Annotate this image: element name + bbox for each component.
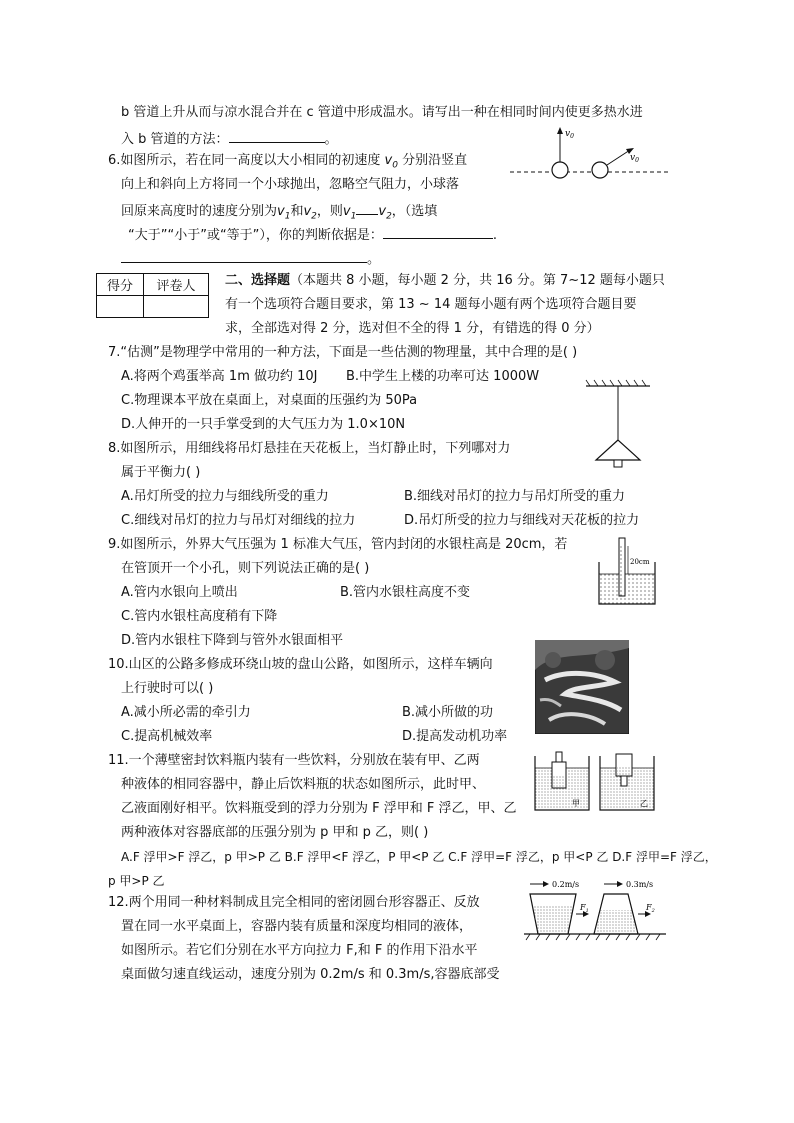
label-f2: $F_2$	[646, 903, 655, 914]
text-line: 置在同一水平桌面上，容器内装有质量和深度均相同的液体，	[121, 919, 473, 934]
text-segment: 6.如图所示，若在同一高度以大小相同的初速度	[108, 153, 381, 168]
section-instructions: （本题共 8 小题，每小题 2 分，共 16 分。第 7~12 题每小题只	[290, 273, 665, 288]
text-line	[128, 224, 497, 245]
mountain-road-photo	[535, 640, 629, 734]
label-f1: $F_1$	[580, 903, 589, 914]
text-line: 向上和斜向上方将同一个小球抛出，忽略空气阻力，小球落	[121, 177, 460, 192]
text-line: 如图所示。若它们分别在水平方向拉力 F,和 F 的作用下沿水平	[121, 943, 478, 958]
section-title: 二、选择题	[225, 273, 291, 288]
frustum-containers-figure	[522, 876, 668, 942]
text-line: 两种液体对容器底部的压强分别为 p 甲和 p 乙，则( )	[121, 825, 429, 840]
label-v2: 0.3m/s	[626, 880, 654, 889]
option-d[interactable]: D.吊灯所受的拉力与细线对天花板的拉力	[404, 513, 640, 528]
score-cell[interactable]	[97, 296, 144, 318]
option-b[interactable]: B.管内水银柱高度不变	[340, 585, 471, 600]
text-line: 桌面做匀速直线运动，速度分别为 0.2m/s 和 0.3m/s,容器底部受	[121, 967, 500, 982]
text-segment: “大于”“小于”或“等于”），你的判断依据是：	[128, 228, 383, 243]
text-line	[121, 200, 437, 226]
option-c[interactable]: C.物理课本平放在桌面上，对桌面的压强约为 50Pa	[121, 393, 418, 408]
answer-blank[interactable]	[121, 248, 367, 263]
question-9-stem: 9.如图所示，外界大气压强为 1 标准大气压，管内封闭的水银柱高是 20cm，若	[108, 537, 568, 552]
option-d[interactable]: D.管内水银柱下降到与管外水银面相平	[121, 633, 344, 648]
text-line: 乙液面刚好相平。饮料瓶受到的浮力分别为 F 浮甲和 F 浮乙，甲、乙	[121, 801, 517, 816]
text-segment: 。	[367, 252, 381, 267]
text-line: 有一个选项符合题目要求，第 13 ~ 14 题每小题有两个选项符合题目要	[225, 297, 637, 312]
text-line: 求，全部选对得 2 分，选对但不全的得 1 分，有错选的得 0 分）	[225, 321, 600, 336]
grader-header: 评卷人	[144, 274, 209, 296]
text-line: 上行驶时可以( )	[121, 681, 214, 696]
question-11-stem: 11.一个薄壁密封饮料瓶内装有一些饮料，分别放在装有甲、乙两	[108, 753, 480, 768]
text-segment: 和	[290, 204, 304, 219]
text-segment: 回原来高度时的速度分别为	[121, 204, 278, 219]
label-yi: 乙	[640, 799, 648, 808]
text-line: 在管顶开一个小孔，则下列说法正确的是( )	[121, 561, 370, 576]
options-row[interactable]: A.F 浮甲>F 浮乙，p 甲>P 乙 B.F 浮甲<F 浮乙，P 甲<P 乙 C.F 浮甲=F 浮乙，p 甲<P 乙 D.F 浮甲=F 浮乙，	[121, 850, 717, 864]
answer-blank[interactable]	[229, 128, 325, 143]
text-line: 种液体的相同容器中，静止后饮料瓶的状态如图所示，此时甲、	[121, 777, 486, 792]
symbol-v1: $v_1$	[342, 204, 357, 222]
score-header: 得分	[97, 274, 144, 296]
symbol-v2: $v_2$	[303, 204, 317, 222]
option-b[interactable]: B.细线对吊灯的拉力与吊灯所受的重力	[404, 489, 626, 504]
text-line: b 管道上升从而与凉水混合并在 c 管道中形成温水。请写出一种在相同时间内使更多热水进	[121, 105, 643, 120]
label-v0: $v_0$	[565, 129, 574, 140]
label-v0: $v_0$	[630, 153, 639, 164]
question-7-stem: 7.“估测”是物理学中常用的一种方法，下面是一些估测的物理量，其中合理的是( )	[108, 345, 578, 360]
text-line	[121, 128, 338, 149]
option-a[interactable]: A.吊灯所受的拉力与细线所受的重力	[121, 489, 329, 504]
section-heading	[225, 272, 665, 290]
hanging-lamp-figure	[580, 378, 656, 474]
question-6	[108, 152, 467, 175]
symbol-v0: $v_0$	[384, 153, 398, 171]
text-segment: 入 b 管道的方法：	[121, 132, 229, 147]
text-segment: 分别沿竖直	[402, 153, 468, 168]
text-line	[121, 248, 380, 269]
option-c[interactable]: C.细线对吊灯的拉力与吊灯对细线的拉力	[121, 513, 356, 528]
answer-blank[interactable]	[356, 200, 378, 215]
question-10-stem: 10.山区的公路多修成环绕山坡的盘山公路，如图所示，这样车辆向	[108, 657, 493, 672]
answer-blank[interactable]	[383, 224, 493, 239]
option-a[interactable]: A.管内水银向上喷出	[121, 585, 238, 600]
option-d[interactable]: D.提高发动机功率	[402, 729, 508, 744]
option-d[interactable]: D.人伸开的一只手掌受到的大气压力为 1.0×10N	[121, 417, 406, 432]
label-jia: 甲	[572, 799, 580, 808]
option-c[interactable]: C.提高机械效率	[121, 729, 213, 744]
option-a[interactable]: A.减小所必需的牵引力	[121, 705, 251, 720]
text-line: 属于平衡力( )	[121, 465, 201, 480]
question-8-stem: 8.如图所示，用细线将吊灯悬挂在天花板上，当灯静止时，下列哪对力	[108, 441, 511, 456]
text-segment: 。	[324, 132, 338, 147]
label-v1: 0.2m/s	[552, 880, 580, 889]
option-b[interactable]: B.中学生上楼的功率可达 1000W	[346, 369, 540, 384]
grader-cell[interactable]	[144, 296, 209, 318]
label-20cm: 20cm	[630, 558, 650, 566]
floating-bottles-figure	[532, 746, 658, 814]
option-a[interactable]: A.将两个鸡蛋举高 1m 做功约 10J	[121, 369, 318, 384]
q6-throw-figure	[508, 124, 670, 180]
symbol-v2: $v_2$	[378, 204, 392, 222]
question-12-stem: 12.两个用同一种材料制成且完全相同的密闭圆台形容器正、反放	[108, 895, 480, 910]
option-b[interactable]: B.减小所做的功	[402, 705, 494, 720]
text-segment: ，（选填	[391, 204, 438, 219]
symbol-v1: $v_1$	[277, 204, 291, 222]
mercury-tube-figure	[596, 534, 660, 608]
score-table	[96, 273, 209, 318]
options-row[interactable]: p 甲>P 乙	[108, 874, 165, 888]
text-segment: .	[492, 228, 498, 243]
option-c[interactable]: C.管内水银柱高度稍有下降	[121, 609, 278, 624]
text-segment: ，则	[316, 204, 343, 219]
